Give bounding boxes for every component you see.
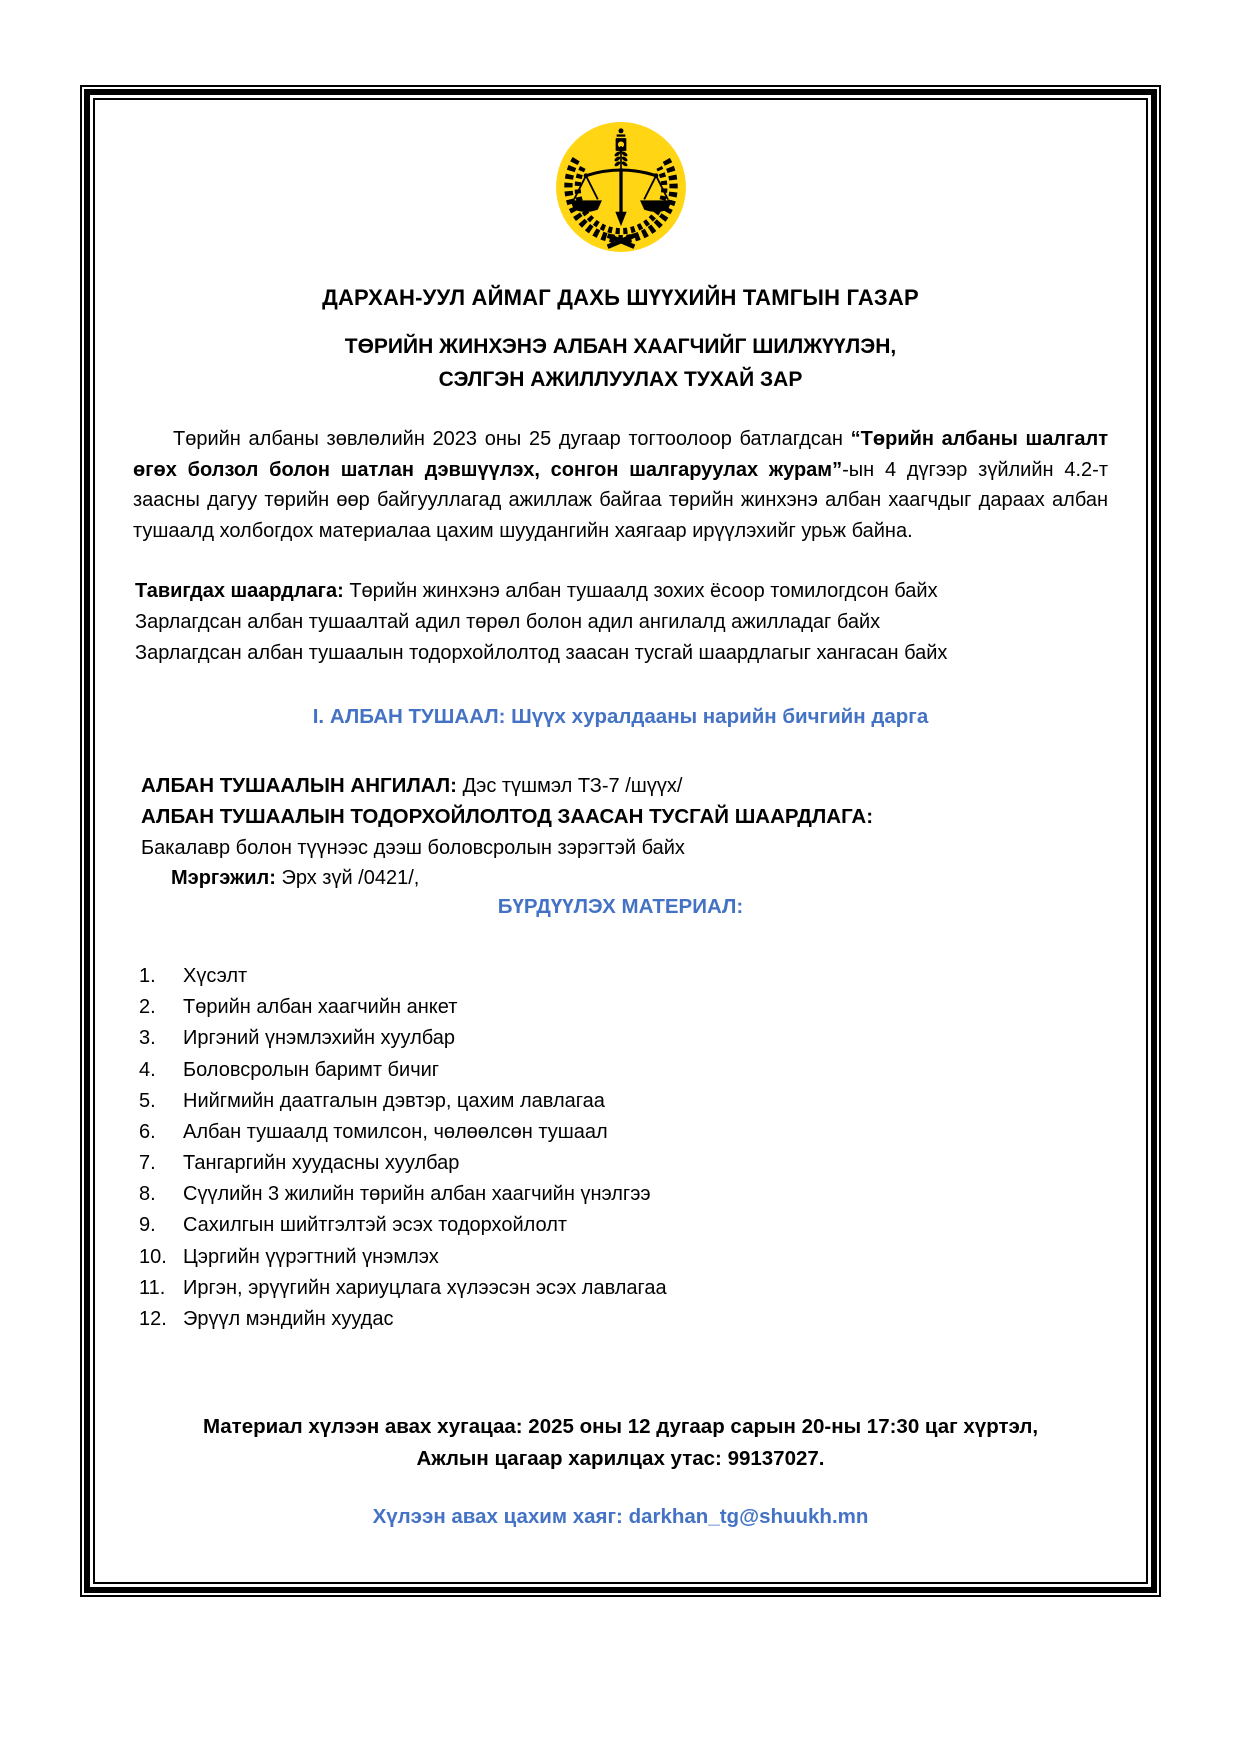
doc-title — [129, 331, 1112, 396]
material-item: Тангаргийн хуудасны хуулбар — [183, 1152, 460, 1175]
intro-text-bold: “Төрийн албаны шалгалт өгөх болзол болон шатлан дэвшүүлэх, сонгон шалгаруулах журам” — [133, 428, 1109, 481]
position-class-value: Дэс түшмэл ТЗ-7 /шүүх/ — [462, 775, 683, 798]
requirements-label: Тавигдах шаардлага: — [135, 580, 344, 603]
position-heading: I. АЛБАН ТУШААЛ: Шүүх хуралдааны нарийн бичгийн дарга — [312, 705, 929, 729]
intro-text-2: -ын 4 дүгээр зүйлийн 4.2-т заасны дагуу төрийн өөр байгууллагад ажиллаж байгаа төрийн жинхэнэ албан хаагчдыг дараах албан тушаалд холбогдох материалаа цахим шуудангийн хаягаар ирүүлэхийг урьж байна. — [133, 458, 1108, 542]
intro-paragraph — [133, 424, 1108, 546]
materials-list — [139, 961, 1112, 1335]
profession-label: Мэргэжил: — [171, 866, 276, 889]
deadline-block — [129, 1411, 1112, 1475]
material-item: Сахилгын шийтгэлтэй эсэх тодорхойлолт — [183, 1214, 568, 1237]
profession-value: Эрх зүй /0421/, — [281, 866, 420, 889]
special-requirements-label: АЛБАН ТУШААЛЫН ТОДОРХОЙЛОЛТОД ЗААСАН ТУСГАЙ ШААРДЛАГА: — [141, 805, 874, 829]
position-details — [141, 771, 1112, 893]
education-requirement: Бакалавр болон түүнээс дээш боловсролын зэрэгтэй байх — [141, 836, 685, 859]
email-line — [129, 1505, 1112, 1529]
profession-line — [141, 863, 1112, 893]
org-name: ДАРХАН-УУЛ АЙМАГ ДАХЬ ШҮҮХИЙН ТАМГЫН ГАЗАР — [322, 285, 919, 310]
deadline-line-1: Материал хүлээн авах хугацаа: 2025 оны 12 дугаар сарын 20-ны 17:30 цаг хүртэл, — [202, 1415, 1039, 1439]
material-item: Эрүүл мэндийн хуудас — [183, 1308, 394, 1331]
logo-container — [129, 120, 1112, 259]
material-item: Албан тушаалд томилсон, чөлөөлсөн тушаал — [183, 1120, 608, 1143]
intro-text-1: Төрийн албаны зөвлөлийн 2023 оны 25 дугаар тогтоолоор батлагдсан — [173, 428, 851, 451]
email-address: darkhan_tg@shuukh.mn — [628, 1504, 869, 1528]
material-item: Цэргийн үүрэгтний үнэмлэх — [183, 1245, 439, 1268]
court-emblem-logo — [554, 120, 688, 254]
requirement-line-2: Зарлагдсан албан тушаалтай адил төрөл болон адил ангилалд ажилладаг байх — [135, 611, 881, 634]
doc-title-line2: СЭЛГЭН АЖИЛЛУУЛАХ ТУХАЙ ЗАР — [438, 367, 803, 391]
position-class-line — [141, 771, 1112, 802]
page-border-frame — [80, 85, 1161, 1597]
material-item: Төрийн албан хаагчийн анкет — [183, 996, 458, 1019]
material-item: Нийгмийн даатгалын дэвтэр, цахим лавлагаа — [183, 1089, 605, 1112]
material-item: Хүсэлт — [183, 964, 248, 987]
material-item: Иргэн, эрүүгийн хариуцлага хүлээсэн эсэх лавлагаа — [183, 1276, 667, 1299]
requirement-line-1: Тавигдах шаардлага: Төрийн жинхэнэ албан тушаалд зохих ёсоор томилогдсон байх — [135, 580, 938, 603]
doc-title-line1: ТӨРИЙН ЖИНХЭНЭ АЛБАН ХААГЧИЙГ ШИЛЖҮҮЛЭН, — [344, 335, 897, 358]
requirement-line-3: Зарлагдсан албан тушаалын тодорхойлолтод заасан тусгай шаардлагыг хангасан байх — [135, 642, 948, 665]
requirements-block — [135, 576, 1112, 669]
material-item: Боловсролын баримт бичиг — [183, 1058, 440, 1081]
deadline-line-2: Ажлын цагаар харилцах утас: 99137027. — [416, 1446, 825, 1470]
materials-heading: БҮРДҮҮЛЭХ МАТЕРИАЛ: — [497, 894, 744, 918]
material-item: Иргэний үнэмлэхийн хуулбар — [183, 1027, 456, 1050]
email-label: Хүлээн авах цахим хаяг: — [372, 1504, 629, 1528]
material-item: Сүүлийн 3 жилийн төрийн албан хаагчийн үнэлгээ — [183, 1183, 651, 1206]
position-class-label: АЛБАН ТУШААЛЫН АНГИЛАЛ: — [141, 774, 457, 798]
